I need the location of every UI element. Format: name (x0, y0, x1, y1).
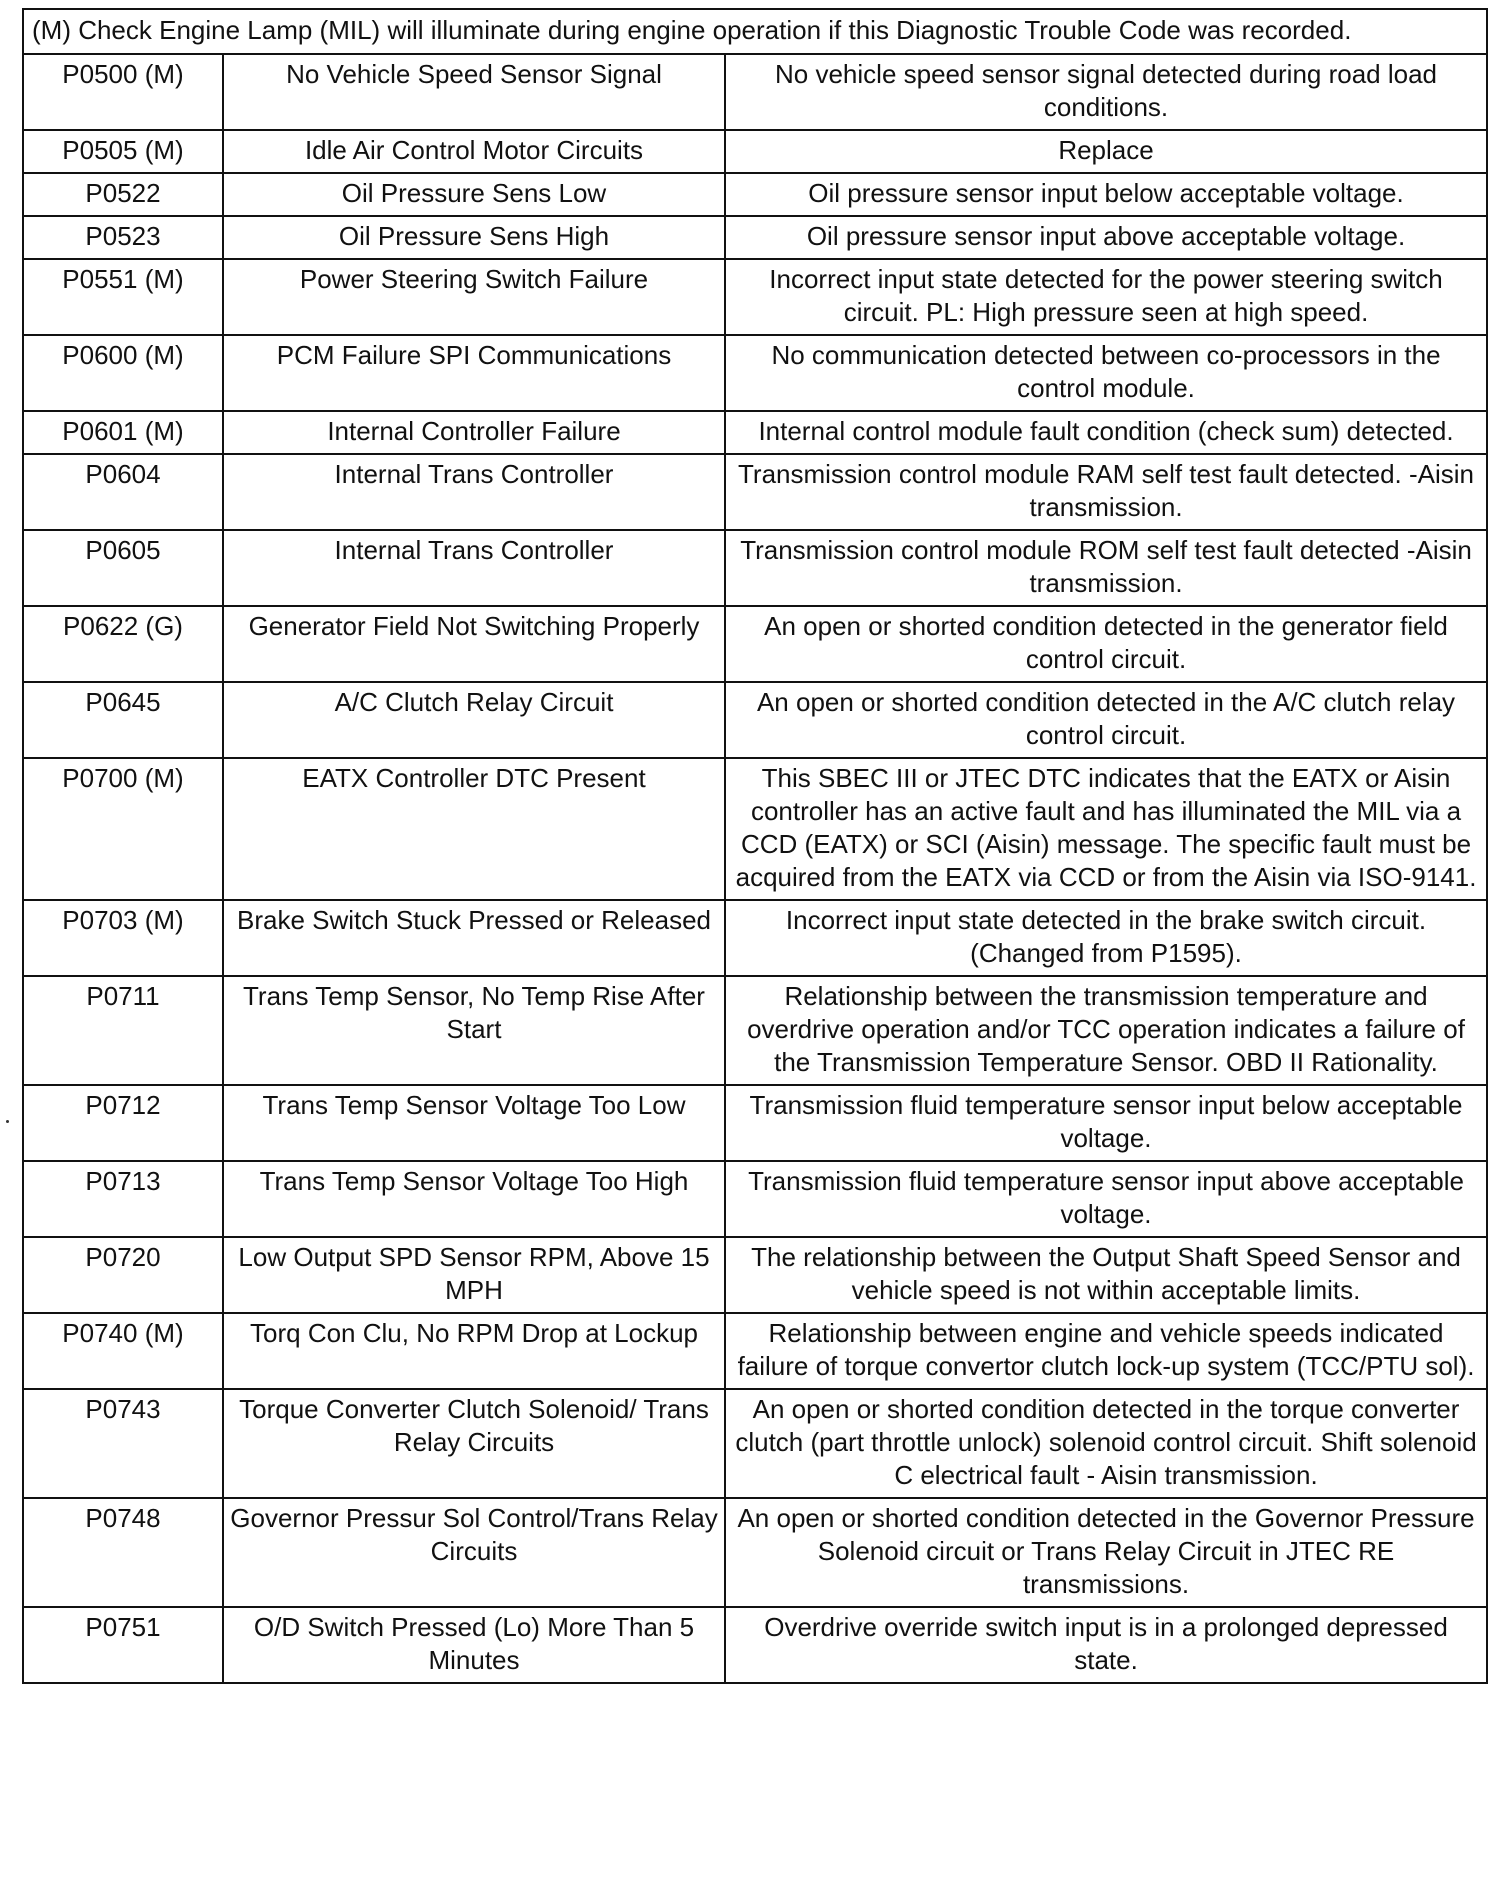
dtc-code-cell: P0751 (23, 1607, 223, 1683)
dtc-code-cell: P0712 (23, 1085, 223, 1161)
dtc-name-cell: Brake Switch Stuck Pressed or Released (223, 900, 725, 976)
dtc-name-cell: Oil Pressure Sens High (223, 216, 725, 259)
dtc-description-cell: An open or shorted condition detected in the generator field control circuit. (725, 606, 1487, 682)
dtc-name-cell: Governor Pressur Sol Control/Trans Relay Circuits (223, 1498, 725, 1607)
dtc-code-cell: P0604 (23, 454, 223, 530)
dtc-code-cell: P0505 (M) (23, 130, 223, 173)
dtc-name-cell: Internal Trans Controller (223, 530, 725, 606)
dtc-description-cell: Transmission control module RAM self test fault detected. -Aisin transmission. (725, 454, 1487, 530)
dtc-table (22, 8, 1488, 1684)
dtc-description-cell: An open or shorted condition detected in the Governor Pressure Solenoid circuit or Trans Relay Circuit in JTEC RE transmissions. (725, 1498, 1487, 1607)
table-row (23, 976, 1487, 1085)
table-row (23, 1607, 1487, 1683)
dtc-description-cell: An open or shorted condition detected in the A/C clutch relay control circuit. (725, 682, 1487, 758)
dtc-description-cell: The relationship between the Output Shaft Speed Sensor and vehicle speed is not within acceptable limits. (725, 1237, 1487, 1313)
dtc-name-cell: Trans Temp Sensor Voltage Too High (223, 1161, 725, 1237)
dtc-description-cell: Transmission fluid temperature sensor input below acceptable voltage. (725, 1085, 1487, 1161)
dtc-name-cell: Oil Pressure Sens Low (223, 173, 725, 216)
dtc-table-body (23, 9, 1487, 1683)
dtc-name-cell: PCM Failure SPI Communications (223, 335, 725, 411)
dtc-description-cell: Internal control module fault condition (check sum) detected. (725, 411, 1487, 454)
table-row (23, 758, 1487, 900)
dtc-description-cell: Incorrect input state detected for the power steering switch circuit. PL: High pressure seen at high speed. (725, 259, 1487, 335)
table-row (23, 682, 1487, 758)
table-row (23, 216, 1487, 259)
dtc-code-cell: P0703 (M) (23, 900, 223, 976)
dtc-description-cell: Oil pressure sensor input above acceptable voltage. (725, 216, 1487, 259)
dtc-name-cell: Torque Converter Clutch Solenoid/ Trans Relay Circuits (223, 1389, 725, 1498)
dtc-code-cell: P0551 (M) (23, 259, 223, 335)
table-row (23, 606, 1487, 682)
table-row (23, 1498, 1487, 1607)
table-row (23, 1085, 1487, 1161)
dtc-description-cell: This SBEC III or JTEC DTC indicates that the EATX or Aisin controller has an active fault and has illuminated the MIL via a CCD (EATX) or SCI (Aisin) message. The specific fault must be acquired from the EATX via CCD or from the Aisin via ISO-9141. (725, 758, 1487, 900)
dtc-name-cell: Internal Controller Failure (223, 411, 725, 454)
dtc-name-cell: Trans Temp Sensor, No Temp Rise After Start (223, 976, 725, 1085)
dtc-document (22, 8, 1486, 1684)
dtc-description-cell: Incorrect input state detected in the brake switch circuit. (Changed from P1595). (725, 900, 1487, 976)
dtc-code-cell: P0500 (M) (23, 54, 223, 130)
table-row (23, 530, 1487, 606)
dtc-description-cell: Overdrive override switch input is in a prolonged depressed state. (725, 1607, 1487, 1683)
dtc-name-cell: O/D Switch Pressed (Lo) More Than 5 Minutes (223, 1607, 725, 1683)
table-row (23, 1237, 1487, 1313)
table-row (23, 173, 1487, 216)
dtc-code-cell: P0740 (M) (23, 1313, 223, 1389)
dtc-description-cell: Replace (725, 130, 1487, 173)
dtc-description-cell: Transmission fluid temperature sensor input above acceptable voltage. (725, 1161, 1487, 1237)
dtc-name-cell: A/C Clutch Relay Circuit (223, 682, 725, 758)
dtc-description-cell: An open or shorted condition detected in the torque converter clutch (part throttle unlock) solenoid control circuit. Shift solenoid C electrical fault - Aisin transmission. (725, 1389, 1487, 1498)
table-row (23, 1161, 1487, 1237)
table-row (23, 1313, 1487, 1389)
dtc-code-cell: P0601 (M) (23, 411, 223, 454)
stray-mark (6, 1120, 9, 1123)
table-row (23, 130, 1487, 173)
table-row (23, 454, 1487, 530)
dtc-code-cell: P0748 (23, 1498, 223, 1607)
dtc-description-cell: Transmission control module ROM self test fault detected -Aisin transmission. (725, 530, 1487, 606)
dtc-name-cell: Internal Trans Controller (223, 454, 725, 530)
table-row (23, 411, 1487, 454)
table-row (23, 54, 1487, 130)
dtc-description-cell: No vehicle speed sensor signal detected during road load conditions. (725, 54, 1487, 130)
dtc-name-cell: Torq Con Clu, No RPM Drop at Lockup (223, 1313, 725, 1389)
dtc-name-cell: Power Steering Switch Failure (223, 259, 725, 335)
dtc-name-cell: Idle Air Control Motor Circuits (223, 130, 725, 173)
dtc-code-cell: P0522 (23, 173, 223, 216)
dtc-name-cell: Generator Field Not Switching Properly (223, 606, 725, 682)
mil-note: (M) Check Engine Lamp (MIL) will illuminate during engine operation if this Diagnostic Trouble Code was recorded. (23, 9, 1487, 54)
dtc-name-cell: Trans Temp Sensor Voltage Too Low (223, 1085, 725, 1161)
dtc-name-cell: No Vehicle Speed Sensor Signal (223, 54, 725, 130)
dtc-code-cell: P0622 (G) (23, 606, 223, 682)
table-row (23, 335, 1487, 411)
dtc-name-cell: Low Output SPD Sensor RPM, Above 15 MPH (223, 1237, 725, 1313)
dtc-code-cell: P0743 (23, 1389, 223, 1498)
dtc-description-cell: No communication detected between co-processors in the control module. (725, 335, 1487, 411)
note-row (23, 9, 1487, 54)
dtc-code-cell: P0720 (23, 1237, 223, 1313)
dtc-code-cell: P0711 (23, 976, 223, 1085)
table-row (23, 1389, 1487, 1498)
dtc-code-cell: P0713 (23, 1161, 223, 1237)
dtc-code-cell: P0605 (23, 530, 223, 606)
dtc-code-cell: P0600 (M) (23, 335, 223, 411)
dtc-description-cell: Relationship between engine and vehicle speeds indicated failure of torque convertor clutch lock-up system (TCC/PTU sol). (725, 1313, 1487, 1389)
dtc-description-cell: Relationship between the transmission temperature and overdrive operation and/or TCC operation indicates a failure of the Transmission Temperature Sensor. OBD II Rationality. (725, 976, 1487, 1085)
table-row (23, 259, 1487, 335)
dtc-code-cell: P0700 (M) (23, 758, 223, 900)
dtc-code-cell: P0523 (23, 216, 223, 259)
dtc-code-cell: P0645 (23, 682, 223, 758)
dtc-description-cell: Oil pressure sensor input below acceptable voltage. (725, 173, 1487, 216)
table-row (23, 900, 1487, 976)
dtc-name-cell: EATX Controller DTC Present (223, 758, 725, 900)
